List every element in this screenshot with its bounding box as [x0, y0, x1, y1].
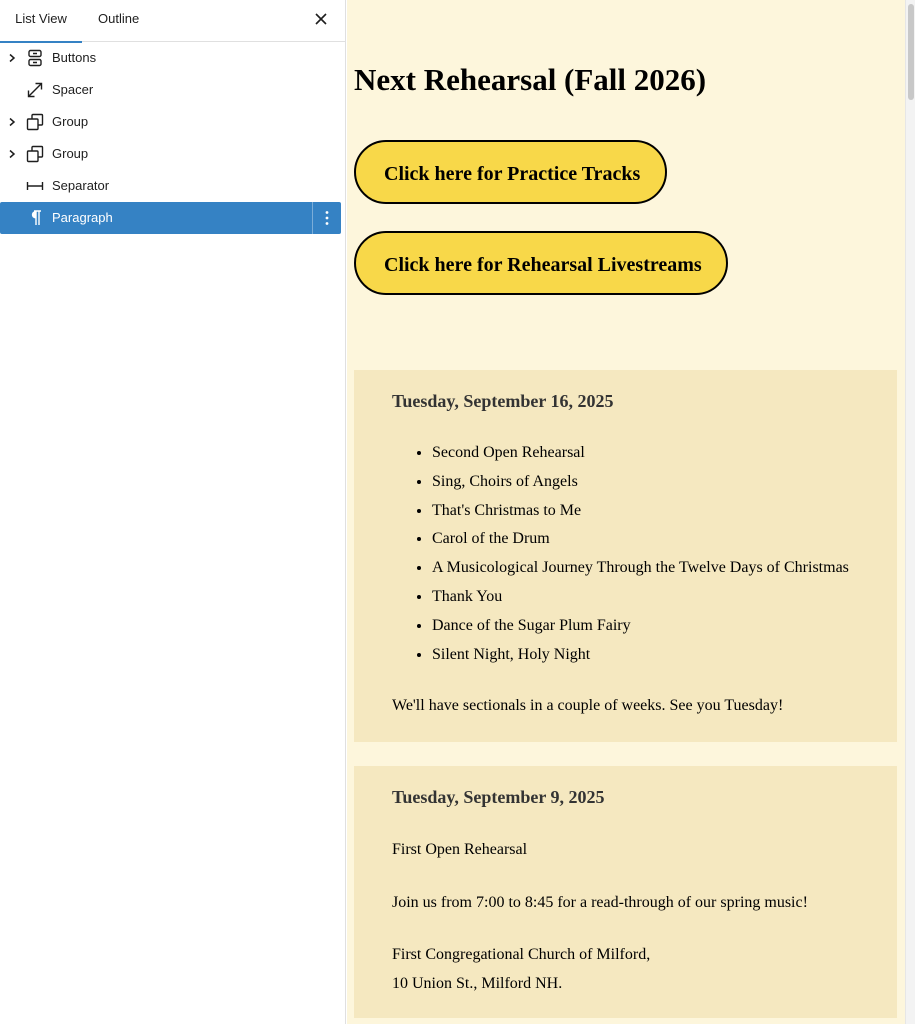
paragraph[interactable]: First Congregational Church of Milford, [392, 946, 651, 963]
tree-item-label: Separator [52, 178, 110, 193]
tree-item-paragraph[interactable] [0, 202, 341, 234]
tab-outline[interactable]: Outline [98, 11, 140, 26]
more-vertical-icon [324, 210, 330, 226]
canvas-scrollbar[interactable] [905, 0, 915, 1024]
block-tree [0, 42, 345, 234]
tree-item-label: Buttons [52, 50, 97, 65]
panel-tabs [0, 0, 345, 42]
list-item: • Dance of the Sugar Plum Fairy [432, 615, 849, 644]
paragraph[interactable]: First Open Rehearsal [392, 841, 528, 858]
paragraph-icon [26, 209, 44, 227]
tree-item-label: Paragraph [52, 210, 113, 225]
page-heading[interactable]: Next Rehearsal (Fall 2026) [354, 62, 707, 97]
close-icon [311, 9, 331, 29]
tree-item-separator[interactable] [0, 170, 345, 202]
rehearsal-date: Tuesday, September 16, 2025 [392, 391, 614, 411]
list-item: • That's Christmas to Me [432, 500, 849, 529]
group-icon [26, 113, 44, 131]
editor-canvas [347, 0, 905, 1024]
list-item: • Thank You [432, 586, 849, 615]
practice-tracks-button[interactable]: Click here for Practice Tracks [354, 140, 667, 204]
tree-item-group[interactable] [0, 106, 345, 138]
tree-item-group[interactable] [0, 138, 345, 170]
paragraph[interactable]: 10 Union St., Milford NH. [392, 975, 563, 992]
tree-item-buttons[interactable] [0, 42, 345, 74]
tree-item-spacer[interactable] [0, 74, 345, 106]
scrollbar-thumb[interactable] [908, 4, 914, 100]
paragraph[interactable]: We'll have sectionals in a couple of weeks. See you Tuesday! [392, 697, 784, 714]
list-item: • Second Open Rehearsal [432, 442, 849, 471]
chevron-right-icon[interactable] [7, 53, 17, 63]
block-options-button[interactable] [312, 202, 341, 234]
buttons-icon [26, 49, 44, 67]
rehearsal-group[interactable] [354, 370, 897, 742]
rehearsal-livestreams-button[interactable]: Click here for Rehearsal Livestreams [354, 231, 728, 295]
group-icon [26, 145, 44, 163]
list-item: • Silent Night, Holy Night [432, 644, 849, 673]
close-button[interactable] [311, 9, 331, 29]
chevron-right-icon[interactable] [7, 117, 17, 127]
list-item: • A Musicological Journey Through the Twelve Days of Christmas [432, 557, 849, 586]
tree-item-label: Group [52, 114, 89, 129]
rehearsal-date: Tuesday, September 9, 2025 [392, 787, 605, 807]
list-item: • Sing, Choirs of Angels [432, 471, 849, 500]
paragraph[interactable]: Join us from 7:00 to 8:45 for a read-through of our spring music! [392, 894, 808, 911]
rehearsal-group[interactable] [354, 766, 897, 1018]
list-view-panel [0, 0, 346, 1024]
tree-item-label: Spacer [52, 82, 94, 97]
spacer-icon [26, 81, 44, 99]
tab-list-view[interactable]: List View [0, 0, 82, 42]
list-item: • Carol of the Drum [432, 528, 849, 557]
chevron-right-icon[interactable] [7, 149, 17, 159]
song-list [392, 442, 849, 672]
separator-icon [26, 177, 44, 195]
tree-item-label: Group [52, 146, 89, 161]
